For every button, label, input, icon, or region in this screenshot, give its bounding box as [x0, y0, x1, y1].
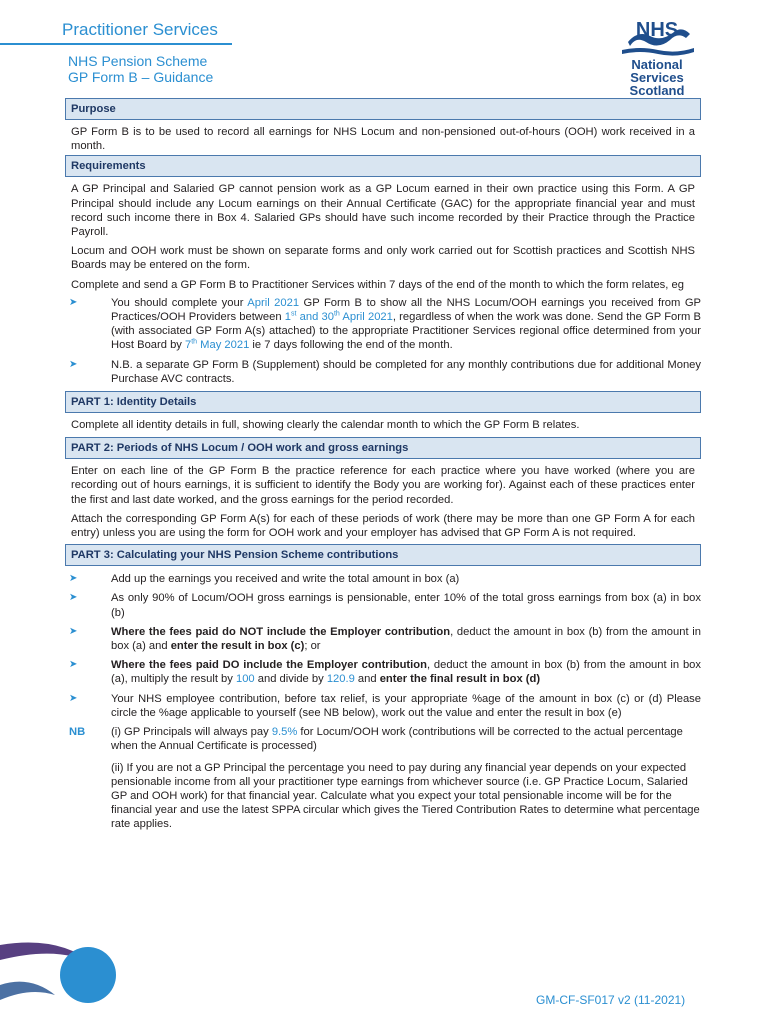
requirements-p3: Complete and send a GP Form B to Practitioner Services within 7 days of the end of the month to which the form relates, eg — [71, 278, 684, 291]
requirements-heading: Requirements — [65, 155, 701, 177]
arrow-bullet-icon: ➤ — [69, 296, 78, 308]
list-item — [65, 591, 701, 619]
part3-step-c: Where the fees paid do NOT include the Employer contribution, deduct the amount in box (b) from the amount in box (a) and enter the result in box (c); or — [111, 625, 701, 653]
part2-p1: Enter on each line of the GP Form B the practice reference for each practice where you have worked (where you are recording out of hours earnings, it is sufficient to identify the Body you are working for). Against each of these practices enter the first and last date worked, and the gross earnings for the period recorded. — [71, 465, 695, 506]
part3-step-a: Add up the earnings you received and write the total amount in box (a) — [111, 573, 460, 586]
part3-list — [65, 572, 701, 720]
nb-principals: (i) GP Principals will always pay 9.5% for Locum/OOH work (contributions will be corrected to the actual percentage when the Annual Certificate is processed) — [111, 726, 683, 753]
part3-step-d: Where the fees paid DO include the Employer contribution, deduct the amount in box (b) from the amount in box (a), multiply the result by 100 and divide by 120.9 and enter the final result in box (d) — [111, 659, 701, 686]
nhs-lion-icon — [614, 16, 700, 56]
part1-heading: PART 1: Identity Details — [65, 391, 701, 413]
arrow-bullet-icon: ➤ — [69, 592, 78, 604]
nb-label: NB — [69, 726, 86, 739]
subtitle-form: GP Form B – Guidance — [68, 69, 214, 85]
arrow-bullet-icon: ➤ — [69, 692, 78, 704]
form-code: GM-CF-SF017 v2 (11-2021) — [536, 993, 686, 1007]
logo-line-scotland: Scotland — [629, 83, 685, 98]
guidance-body — [65, 98, 701, 839]
requirements-p1: A GP Principal and Salaried GP cannot pension work as a GP Locum earned in their own practice using this Form. A GP Principal should include any Locum earnings on their Annual Certificate (GAC) for the appropriate financial year and must record such income there in Box 4. Salaried GPs should have such income recorded by their Practice through the Practice Payroll. — [71, 183, 695, 239]
list-item — [65, 296, 701, 353]
list-item — [65, 572, 701, 586]
part2-heading: PART 2: Periods of NHS Locum / OOH work and gross earnings — [65, 437, 701, 459]
part3-heading: PART 3: Calculating your NHS Pension Scheme contributions — [65, 544, 701, 566]
arrow-bullet-icon: ➤ — [69, 625, 78, 637]
list-item — [65, 658, 701, 686]
requirements-p2: Locum and OOH work must be shown on separate forms and only work carried out for Scottish practices and Scottish NHS Boards may be entered on the form. — [71, 245, 695, 272]
part1-text: Complete all identity details in full, showing clearly the calendar month to which the GP Form B relates. — [71, 419, 580, 432]
subtitle-scheme: NHS Pension Scheme — [68, 53, 208, 69]
nb-note — [65, 725, 701, 838]
purpose-heading: Purpose — [65, 98, 701, 120]
page-title: Practitioner Services — [62, 20, 218, 39]
arrow-bullet-icon: ➤ — [69, 659, 78, 671]
part2-p2: Attach the corresponding GP Form A(s) for each of these periods of work (there may be more than one GP Form A for each entry) unless you are using the form for OOH work and your employer has advised that GP Form A is not required. — [71, 512, 695, 540]
logo-line-services: Services — [630, 70, 684, 85]
nb-body — [111, 725, 701, 838]
arrow-bullet-icon: ➤ — [69, 358, 78, 370]
requirements-example-text: You should complete your April 2021 GP Form B to show all the NHS Locum/OOH earnings you received from GP Practices/OOH Providers between 1st and 30th April 2021, regardless of when the work was done. Send the GP Form B (with associated GP Form A(s) attached) to the appropriate Practitioner Services regional office determined from your Host Board by 7th May 2021 ie 7 days following the end of the month. — [111, 296, 701, 352]
purpose-text: GP Form B is to be used to record all earnings for NHS Locum and non-pensioned out-of-hours (OOH) work received in a month. — [71, 126, 695, 153]
decorative-swirl — [0, 925, 140, 1024]
nhs-brand-text: NHS — [635, 19, 679, 41]
list-item — [65, 625, 701, 653]
list-item — [65, 358, 701, 386]
requirements-list — [65, 296, 701, 386]
supplement-note: N.B. a separate GP Form B (Supplement) should be completed for any monthly contributions due for additional Money Purchase AVC contracts. — [111, 358, 701, 385]
part3-step-e: Your NHS employee contribution, before tax relief, is your appropriate %age of the amount in box (c) or (d) Please circle the %age applicable to yourself (see NB below), work out the value and enter the result in box (e) — [111, 692, 701, 719]
arrow-bullet-icon: ➤ — [69, 573, 78, 585]
part3-step-b: As only 90% of Locum/OOH gross earnings is pensionable, enter 10% of the total gross earnings from box (a) in box (b) — [111, 592, 701, 619]
nhs-logo — [614, 16, 704, 98]
nb-non-principals: (ii) If you are not a GP Principal the percentage you need to pay during any financial year depends on your expected pensionable income from all your practitioner type earnings from whichever source (i.e. GP Practice Locum, Salaried GP and OOH work) for that financial year. Calculate what you expect your total pensionable income will be for the financial year and use the latest SPPA circular which gives the Tiered Contribution Rates to determine what percentage rate applies. — [111, 761, 700, 831]
logo-line-national: National — [631, 57, 683, 72]
list-item — [65, 692, 701, 720]
title-rule — [0, 43, 232, 45]
